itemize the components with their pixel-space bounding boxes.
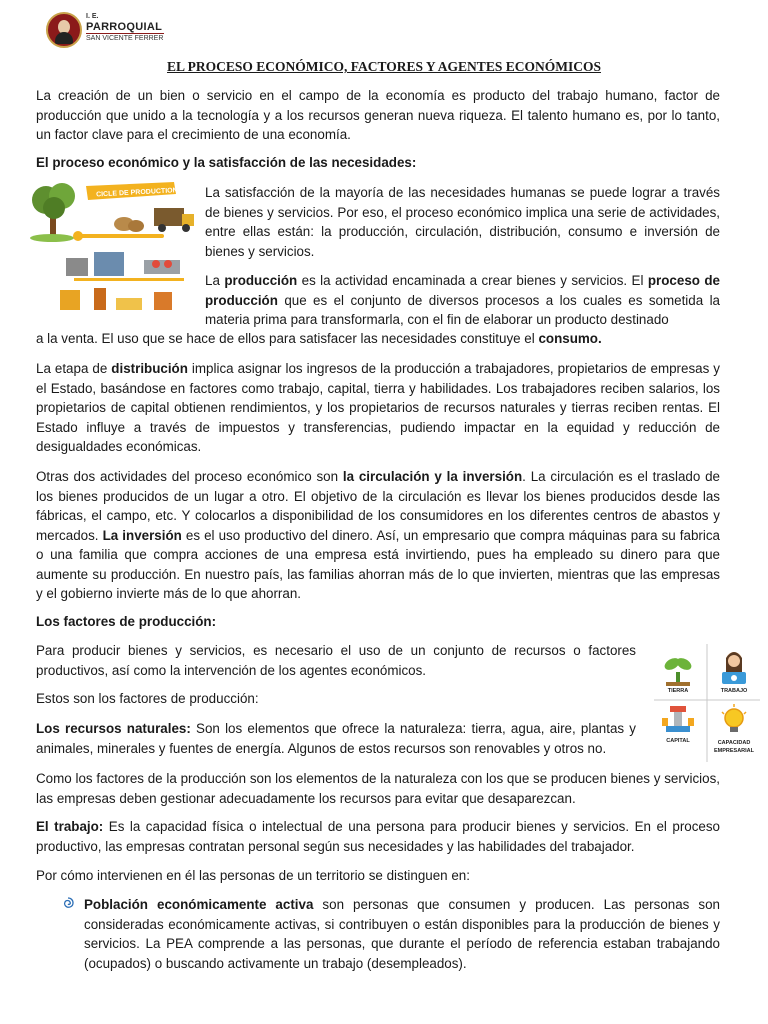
bullet-icon	[62, 897, 74, 909]
paragraph-producir: Para producir bienes y servicios, es necesario el uso de un conjunto de recursos o factores productivos, así como la intervención de los agentes económicos.	[36, 643, 636, 678]
production-cycle-illustration	[24, 178, 196, 318]
label-capital: CAPITAL	[666, 738, 690, 744]
heading-proceso: El proceso económico y la satisfacción de las necesidades:	[36, 155, 417, 170]
school-logo	[46, 12, 164, 48]
paragraph-estos: Estos son los factores de producción:	[36, 691, 259, 706]
logo-line-2: PARROQUIAL	[86, 21, 163, 33]
paragraph-produccion-1: La producción es la actividad encaminada a crear bienes y servicios. El proceso de producción que es el conjunto de diversos procesos a los cuales es sometida la materia prima para transformarla, con el fin de elaborar un producto destinado	[205, 273, 720, 327]
factors-of-production-icons	[652, 642, 762, 764]
paragraph-satisfaccion: La satisfacción de la mayoría de las necesidades humanas se puede lograr a través de bienes y servicios. Por eso, el proceso económico implica una serie de actividades, entre ellas están: la producción, circulación, distribución, consumo e inversión de bienes y servicios.	[205, 185, 720, 259]
label-capacidad: CAPACIDAD	[717, 740, 751, 746]
document-title: EL PROCESO ECONÓMICO, FACTORES Y AGENTES ECONÓMICOS	[167, 59, 601, 74]
paragraph-distribucion: La etapa de distribución implica asignar los ingresos de la producción a trabajadores, propietarios de empresas y el Estado, basándose en factores como trabajo, capital, tierra y habilidades. Los trabajadores reciben salarios, los propietarios de capital obtienen rendimientos, y los propietarios de recursos naturales y tierras reciben rentas. El Estado influye a través de impuestos y transferencias, pudiendo impactar en la equidad y reducción de desigualdades económicas.	[36, 361, 720, 454]
label-empresarial: EMPRESARIAL	[713, 748, 755, 754]
logo-line-3: SAN VICENTE FERRER	[86, 35, 164, 42]
saint-seal-icon	[46, 12, 82, 48]
paragraph-por-como: Por cómo intervienen en él las personas de un territorio se distinguen en:	[36, 868, 470, 883]
heading-factores: Los factores de producción:	[36, 614, 217, 629]
label-tierra: TIERRA	[667, 688, 689, 694]
worker-laptop-icon	[722, 652, 746, 684]
label-trabajo: TRABAJO	[720, 688, 748, 694]
lightbulb-icon	[722, 704, 746, 732]
logo-line-1: I. E.	[86, 13, 99, 20]
intro-paragraph: La creación de un bien o servicio en el campo de la economía es producto del trabajo humano, factor de producción que unido a la tecnología y a los recursos generan nueva riqueza. El talento humano es, por lo tanto, un factor clave para el crecimiento de una economía.	[36, 88, 720, 142]
paragraph-produccion-2: a la venta. El uso que se hace de ellos para satisfacer las necesidades constituye el consumo.	[36, 331, 602, 346]
paragraph-como: Como los factores de la producción son los elementos de la naturaleza con los que se producen bienes y servicios, las empresas deben gestionar adecuadamente los recursos para evitar que desaparezcan.	[36, 771, 720, 806]
paragraph-circulacion: Otras dos actividades del proceso económico son la circulación y la inversión. La circulación es el traslado de los bienes producidos de un lugar a otro. El objetivo de la circulación es llevar los bienes producidos desde las fábricas, el campo, etc. Y colocarlos a disponibilidad de los consumidores en los diferentes centros de abastos y mercados. La inversión es el uso productivo del dinero. Así, un empresario que compra máquinas para su fabrica o una familia que compra acciones de una empresa está invirtiendo, pues ha empleado su dinero para que aumente su producción. En nuestro país, las familias ahorran más de lo que invierten, mientras que las empresas y el gobierno invierte más de lo que ahorran.	[36, 469, 721, 601]
plant-icon	[663, 656, 694, 686]
paragraph-trabajo: El trabajo: Es la capacidad física o intelectual de una persona para producir bienes y servicios. En el proceso productivo, las empresas contratan personal según sus necesidades y las habilidades del trabajador.	[36, 819, 721, 854]
machine-icon	[662, 706, 694, 732]
bullet-pea: Población económicamente activa son personas que consumen y producen. Las personas son consideradas económicamente activas, si contribuyen o están disponibles para la producción de bienes y servicios. La PEA comprende a las personas, que durante el período de referencia estaban trabajando (ocupados) o buscando activamente un trabajo (desempleados).	[84, 897, 720, 971]
illustration-banner: CICLE DE PRODUCTION	[95, 187, 178, 199]
paragraph-recursos-naturales: Los recursos naturales: Son los elementos que ofrece la naturaleza: tierra, agua, aire, plantas y animales, minerales y fuentes de energía. Algunos de estos recursos son renovables y otros no.	[36, 721, 636, 756]
